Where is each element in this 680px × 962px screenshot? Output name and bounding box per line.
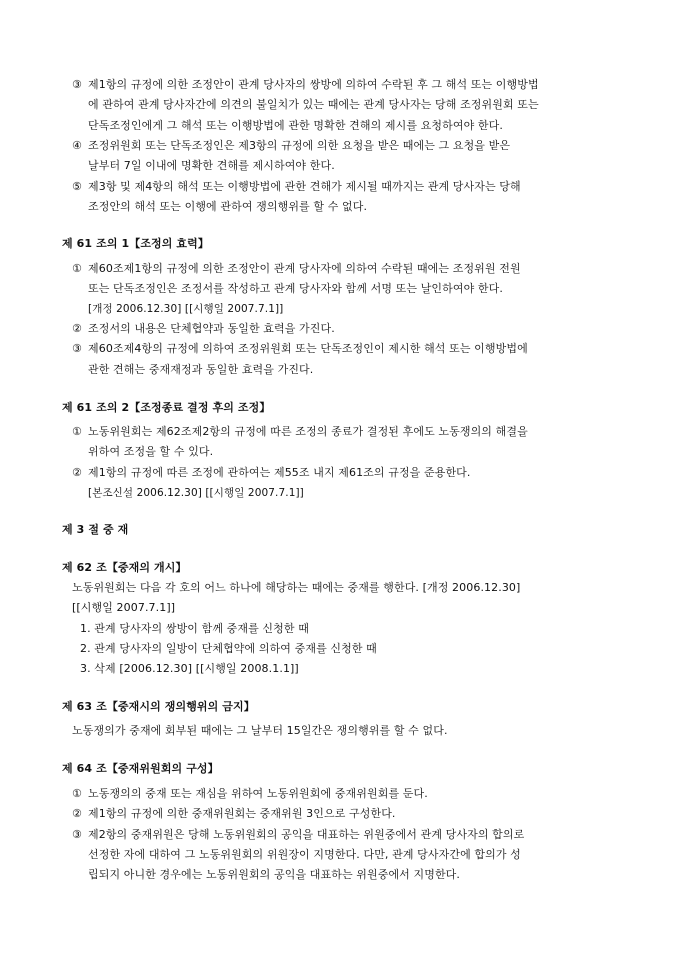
paragraph-line: 제1항의 규정에 의한 조정안이 관계 당사자의 쌍방에 의하여 수락된 후 그 해석 또는 이행방법 [88, 78, 539, 91]
paragraph-line: 제60조제1항의 규정에 의한 조정안이 관계 당사자에 의하여 수락된 때에는 조정위원 전원 [88, 262, 521, 275]
paragraph-line: 노동쟁의의 중재 또는 재심을 위하여 노동위원회에 중재위원회를 둔다. [88, 787, 428, 800]
paragraph-marker: ② [72, 466, 82, 479]
paragraph-line: 관한 견해는 중재재정과 동일한 효력을 가진다. [88, 363, 314, 376]
section-heading: 제 61 조의 1【조정의 효력】 [62, 237, 209, 250]
list-item: 1. 관계 당사자의 쌍방이 함께 중재를 신청한 때 [80, 622, 309, 635]
section-heading: 제 61 조의 2【조정종료 결정 후의 조정】 [62, 401, 271, 414]
paragraph-line: 위하여 조정을 할 수 있다. [88, 445, 214, 458]
paragraph-marker: ① [72, 787, 82, 800]
paragraph-marker: ③ [72, 78, 82, 91]
paragraph-line: 조정위원회 또는 단독조정인은 제3항의 규정에 의한 요청을 받은 때에는 그 요청을 받은 [88, 139, 511, 152]
paragraph-line: 제1항의 규정에 의한 중재위원회는 중재위원 3인으로 구성한다. [88, 807, 396, 820]
paragraph-marker: ② [72, 807, 82, 820]
paragraph-marker: ① [72, 262, 82, 275]
section-heading: 제 63 조【중재시의 쟁의행위의 금지】 [62, 700, 255, 713]
paragraph-line: 노동쟁의가 중재에 회부된 때에는 그 날부터 15일간은 쟁의행위를 할 수 없다. [72, 724, 448, 737]
paragraph-line: 제2항의 중재위원은 당해 노동위원회의 공익을 대표하는 위원중에서 관계 당사자의 합의로 [88, 828, 525, 841]
paragraph-line: 조정안의 해석 또는 이행에 관하여 쟁의행위를 할 수 없다. [88, 200, 368, 213]
list-item: 3. 삭제 [2006.12.30] [[시행일 2008.1.1]] [80, 662, 299, 675]
paragraph-line: [[시행일 2007.7.1]] [72, 601, 176, 614]
paragraph-line: 에 관하여 관계 당사자간에 의견의 불일치가 있는 때에는 관계 당사자는 당해 조정위원회 또는 [88, 98, 539, 111]
paragraph-line: 조정서의 내용은 단체협약과 동일한 효력을 가진다. [88, 322, 335, 335]
paragraph-line: 제1항의 규정에 따른 조정에 관하여는 제55조 내지 제61조의 규정을 준용한다. [88, 466, 471, 479]
paragraph-marker: ② [72, 322, 82, 335]
section-heading: 제 3 절 중 재 [62, 523, 129, 536]
paragraph-line: 제60조제4항의 규정에 의하여 조정위원회 또는 단독조정인이 제시한 해석 또는 이행방법에 [88, 342, 528, 355]
paragraph-line: 날부터 7일 이내에 명확한 견해를 제시하여야 한다. [88, 159, 335, 172]
paragraph-marker: ④ [72, 139, 82, 152]
paragraph-line: 노동위원회는 제62조제2항의 규정에 따른 조정의 종료가 결정된 후에도 노동쟁의의 해결을 [88, 425, 528, 438]
section-heading: 제 64 조【중재위원회의 구성】 [62, 762, 219, 775]
list-item: 2. 관계 당사자의 일방이 단체협약에 의하여 중재를 신청한 때 [80, 642, 377, 655]
paragraph-line: 선정한 자에 대하여 그 노동위원회의 위원장이 지명한다. 다만, 관계 당사자간에 합의가 성 [88, 848, 521, 861]
section-heading: 제 62 조【중재의 개시】 [62, 561, 187, 574]
paragraph-line: 또는 단독조정인은 조정서를 작성하고 관계 당사자와 함께 서명 또는 날인하여야 한다. [88, 282, 503, 295]
paragraph-line: 노동위원회는 다음 각 호의 어느 하나에 해당하는 때에는 중재를 행한다. [개정 2006.12.30] [72, 581, 521, 594]
paragraph-line: 단독조정인에게 그 해석 또는 이행방법에 관한 명확한 견해의 제시를 요청하여야 한다. [88, 119, 503, 132]
paragraph-line: 립되지 아니한 경우에는 노동위원회의 공익을 대표하는 위원중에서 지명한다. [88, 868, 461, 881]
paragraph-marker: ① [72, 425, 82, 438]
paragraph-marker: ⑤ [72, 180, 82, 193]
amendment-note: [본조신설 2006.12.30] [[시행일 2007.7.1]] [88, 487, 304, 499]
paragraph-marker: ③ [72, 342, 82, 355]
paragraph-line: 제3항 및 제4항의 해석 또는 이행방법에 관한 견해가 제시될 때까지는 관계 당사자는 당해 [88, 180, 521, 193]
paragraph-marker: ③ [72, 828, 82, 841]
amendment-note: [개정 2006.12.30] [[시행일 2007.7.1]] [88, 303, 284, 315]
